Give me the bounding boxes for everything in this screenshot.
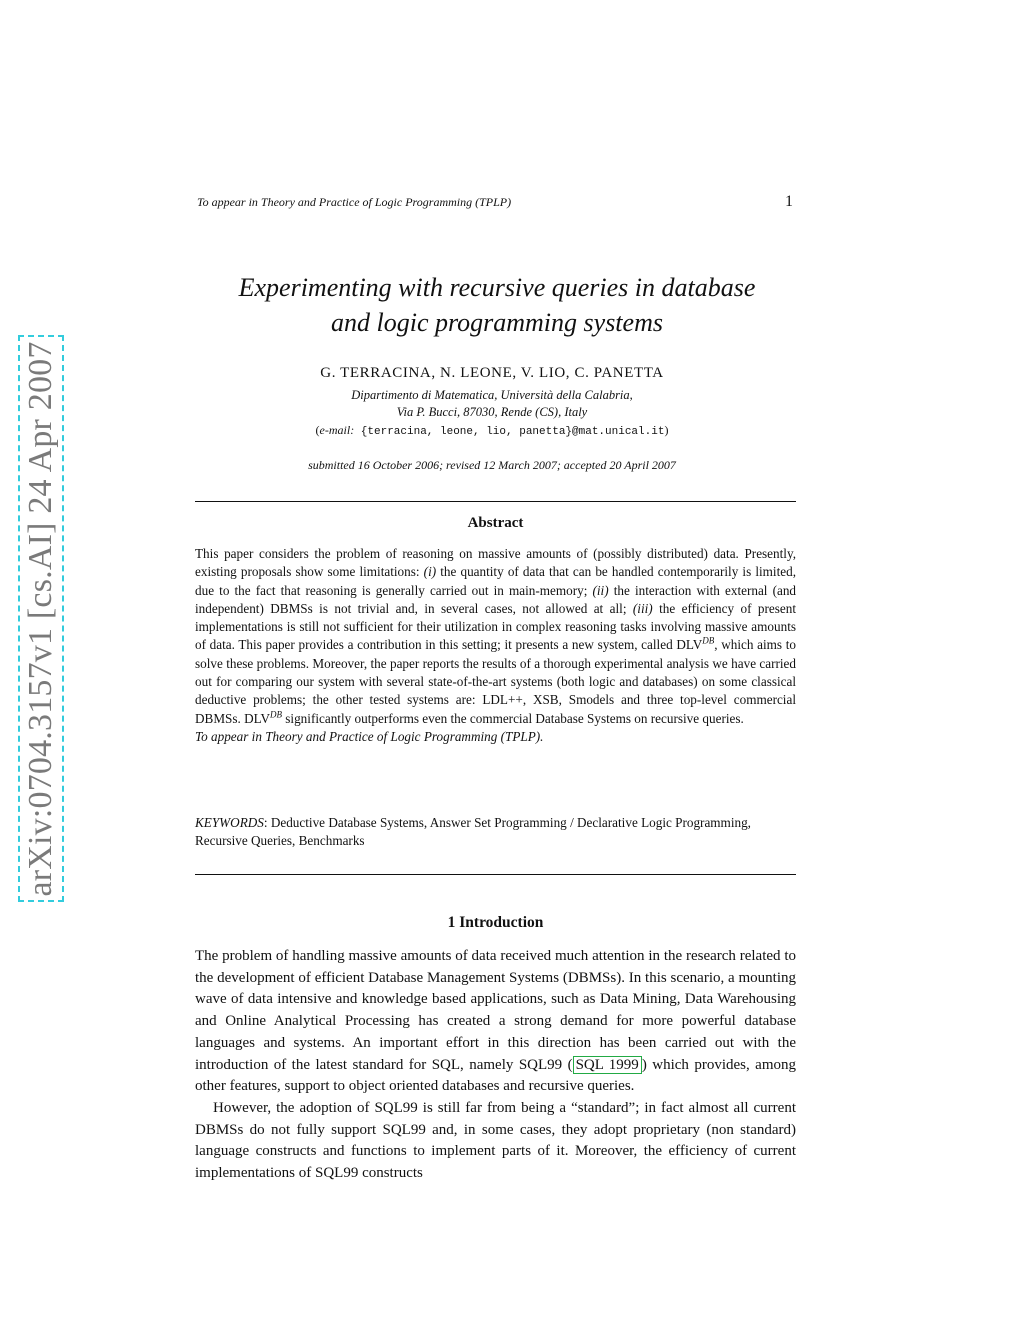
keywords-label: KEYWORDS [195,815,264,830]
email-open: ( [315,423,320,437]
section-heading-introduction: 1 Introduction [447,914,544,931]
affiliation-line-1: Dipartimento di Matematica, Università della Calabria, [351,388,633,402]
introduction-body [195,946,796,1185]
intro-p1-text-b: ) which provides, among other features, support to object oriented databases and recursive queries. [195,1056,797,1095]
abstract-text-4: the efficiency of present implementations is still not sufficient for their utilization in complex reasoning tasks involving massive amounts of data. This paper provides a contribution in this setting; it presents a new system, called DLV [195,600,796,653]
arxiv-identifier: arXiv:0704.3157v1 [cs.AI] 24 Apr 2007 [22,340,59,897]
abstract-top-rule [195,501,796,502]
abstract-item-i: (i) [423,564,437,580]
abstract-item-iii: (iii) [632,600,653,616]
dlv-db-superscript-2: DB [270,709,282,720]
email-close: ) [664,423,669,437]
abstract-body [195,545,796,746]
email-address: {terracina, leone, lio, panetta}@mat.unical.it [354,426,665,438]
email-label: e-mail: [319,423,355,437]
arxiv-stamp [18,335,64,902]
intro-paragraph-2: However, the adoption of SQL99 is still far from being a “standard”; in fact almost all current DBMSs do not fully support SQL99 and, in some cases, they adopt proprietary (non standard) language constructs and functions to implement parts of it. Moreover, the efficiency of current implementations of SQL99 constructs [195,1099,796,1182]
abstract-text-6: significantly outperforms even the commercial Database Systems on recursive queries. [282,710,744,726]
intro-p1-text-a: The problem of handling massive amounts of data received much attention in the research related to the development of efficient Database Management Systems (DBMSs). In this scenario, a mounting wave of data intensive and knowledge based applications, such as Data Mining, Data Warehousing and Online Analytical Processing has created a strong demand for more powerful database languages and systems. An important effort in this direction has been carried out with the introduction of the latest standard for SQL, namely SQL99 ( [195,948,796,1073]
keywords-text: : Deductive Database Systems, Answer Set Programming / Declarative Logic Programming, Recursive Queries, Benchmarks [195,815,751,849]
abstract-text-2: the quantity of data that can be handled contemporarily is limited, due to the fact that reasoning is generally carried out in main-memory; [195,564,796,598]
abstract-paragraph [195,545,796,728]
submission-dates: submitted 16 October 2006; revised 12 March 2007; accepted 20 April 2007 [308,458,676,472]
page-number: 1 [785,193,793,210]
abstract-text-1: This paper considers the problem of reasoning on massive amounts of (possibly distributed) data. Presently, existing proposals show some limitations: [195,546,796,580]
title-line-2: and logic programming systems [331,308,663,337]
title-line-1: Experimenting with recursive queries in database [238,273,756,302]
abstract-text-5: , which aims to solve these problems. Moreover, the paper reports the results of a thorough experimental analysis we have carried out for comparing our system with several state-of-the-art systems (both logic and databases) on some classical deductive problems; the other tested systems are: LDL++, XSB, Smodels and three top-level commercial DBMSs. DLV [195,637,796,726]
running-head: To appear in Theory and Practice of Logic Programming (TPLP) [197,195,512,209]
keywords [195,814,796,851]
abstract-bottom-rule [195,874,796,875]
paper-title [190,270,804,340]
abstract-text-3: the interaction with external (and independent) DBMSs is not trivial and, in several cases, not allowed at all; [195,582,797,616]
abstract-item-ii: (ii) [592,582,609,598]
dlv-db-superscript: DB [702,636,715,647]
citation-link-sql1999[interactable]: SQL 1999 [573,1056,642,1074]
email-line [190,423,794,438]
affiliation-line-2: Via P. Bucci, 87030, Rende (CS), Italy [396,405,588,419]
appear-note: To appear in Theory and Practice of Logic Programming (TPLP). [195,728,544,744]
authors: G. TERRACINA, N. LEONE, V. LIO, C. PANETTA [320,365,664,381]
abstract-heading: Abstract [467,515,524,531]
intro-paragraph-1 [195,946,796,1098]
